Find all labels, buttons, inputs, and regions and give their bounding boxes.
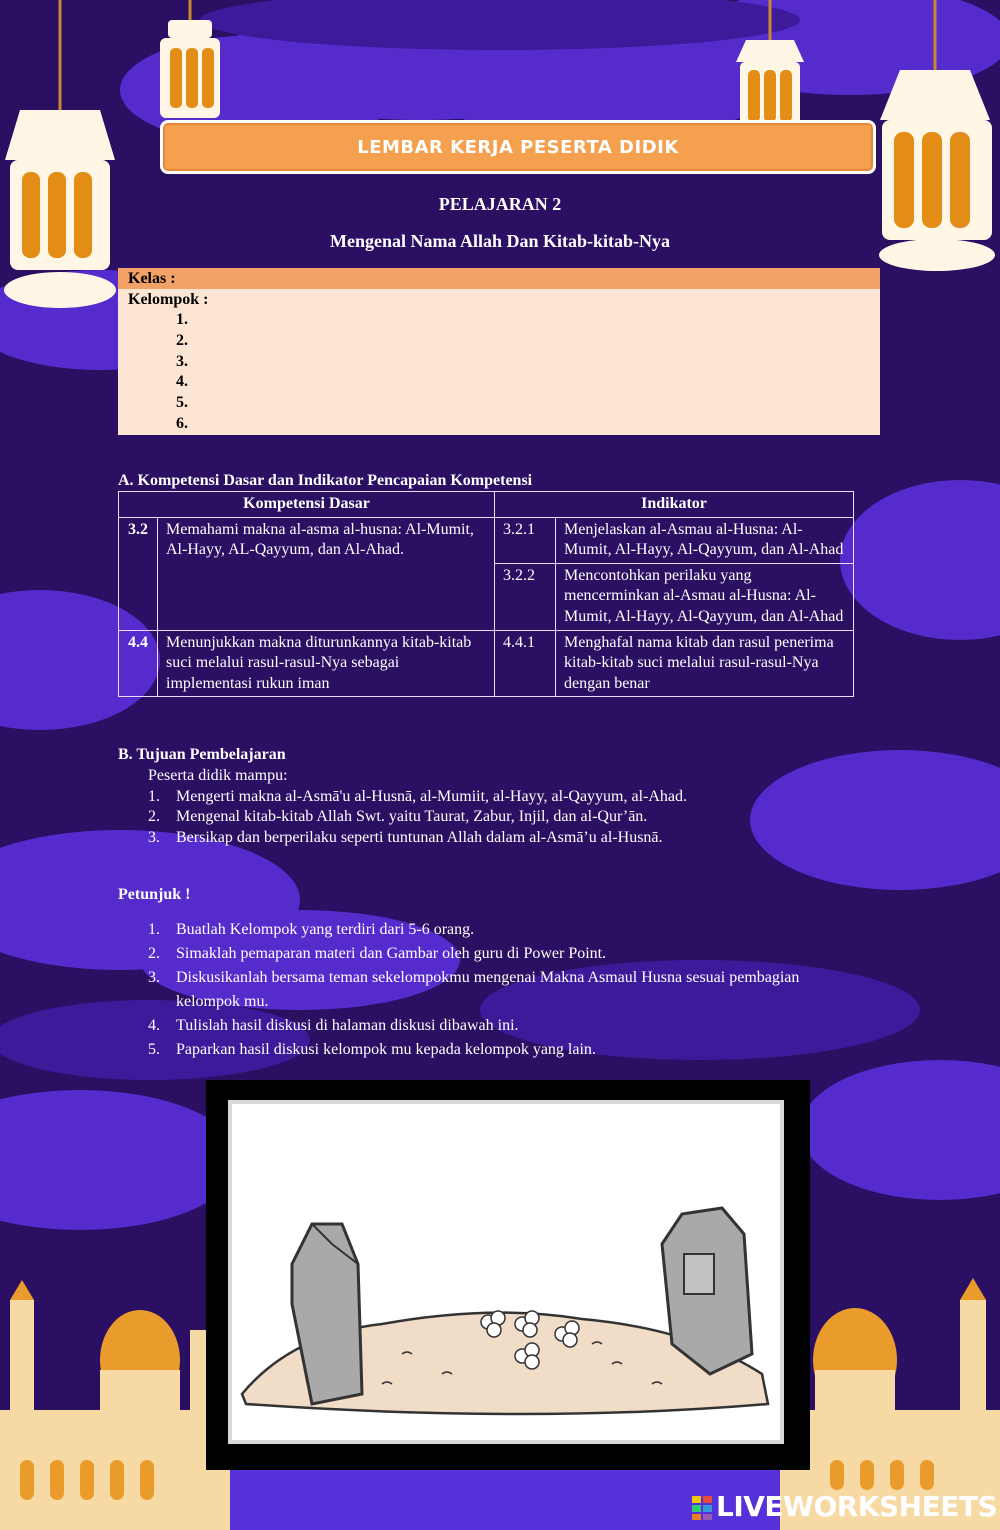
kd-number: 4.4 xyxy=(119,630,158,697)
instructions-list xyxy=(148,918,828,1062)
section-a-heading: A. Kompetensi Dasar dan Indikator Pencapaian Kompetensi xyxy=(118,472,533,489)
competency-table xyxy=(118,491,854,697)
section-b-heading: B. Tujuan Pembelajaran xyxy=(118,746,286,763)
indicator-text: Mencontohkan perilaku yang mencerminkan al-Asmau al-Husna: Al-Mumit, Al-Hayy, Al-Qayyum, dan Al-Ahad xyxy=(556,563,854,630)
list-item: 1. Buatlah Kelompok yang terdiri dari 5-6 orang. xyxy=(148,921,475,938)
kelas-field[interactable]: Kelas : xyxy=(118,268,880,289)
list-item: 4. Tulislah hasil diskusi di halaman diskusi dibawah ini. xyxy=(148,1017,519,1034)
member-5[interactable]: 5. xyxy=(176,394,188,412)
col-kompetensi-dasar: Kompetensi Dasar xyxy=(119,492,495,518)
student-info-box xyxy=(118,268,880,435)
indicator-number: 4.4.1 xyxy=(495,630,556,697)
member-1[interactable]: 1. xyxy=(176,311,188,328)
list-item: 2. Mengenal kitab-kitab Allah Swt. yaitu Taurat, Zabur, Injil, dan al-Qur’ān. xyxy=(148,808,648,826)
list-item: 3. Diskusikanlah bersama teman sekelompokmu mengenai Makna Asmaul Husna sesuai pembagian kelompok mu. xyxy=(148,969,800,1010)
goals-intro: Peserta didik mampu: xyxy=(148,767,288,784)
grave-illustration xyxy=(232,1104,780,1440)
kelompok-label: Kelompok : xyxy=(128,291,209,308)
worksheet-title-banner: LEMBAR KERJA PESERTA DIDIK xyxy=(160,120,876,174)
list-item: 5. Paparkan hasil diskusi kelompok mu kepada kelompok yang lain. xyxy=(148,1041,596,1058)
member-4[interactable]: 4. xyxy=(176,373,188,391)
indicator-number: 3.2.1 xyxy=(495,517,556,563)
member-3[interactable]: 3. xyxy=(176,352,188,370)
liveworksheets-logo-icon xyxy=(692,1496,712,1520)
kd-number: 3.2 xyxy=(119,517,158,630)
learning-goals xyxy=(148,766,868,849)
indicator-text: Menjelaskan al-Asmau al-Husna: Al-Mumit, Al-Hayy, Al-Qayyum, dan Al-Ahad xyxy=(556,517,854,563)
lesson-subtitle: Mengenal Nama Allah Dan Kitab-kitab-Nya xyxy=(329,231,671,251)
indicator-text: Menghafal nama kitab dan rasul penerima kitab-kitab suci melalui rasul-rasul-Nya dengan benar xyxy=(556,630,854,697)
member-6[interactable]: 6. xyxy=(176,414,188,432)
lesson-number: PELAJARAN 2 xyxy=(438,194,562,214)
list-item: 1. Mengerti makna al-Asmā'u al-Husnā, al-Mumiit, al-Hayy, al-Qayyum, al-Ahad. xyxy=(148,787,688,805)
list-item: 3. Bersikap dan berperilaku seperti tuntunan Allah dalam al-Asmā’u al-Husnā. xyxy=(148,829,663,847)
grave-illustration-panel xyxy=(228,1100,784,1444)
member-2[interactable]: 2. xyxy=(176,331,188,349)
table-row xyxy=(119,630,854,697)
liveworksheets-watermark: LIVEWORKSHEETS xyxy=(716,1490,998,1523)
list-item: 2. Simaklah pemaparan materi dan Gambar oleh guru di Power Point. xyxy=(148,945,607,962)
kd-text: Memahami makna al-asma al-husna: Al-Mumit, Al-Hayy, AL-Qayyum, dan Al-Ahad. xyxy=(158,517,495,630)
member-list xyxy=(118,310,880,435)
col-indikator: Indikator xyxy=(495,492,854,518)
petunjuk-heading: Petunjuk ! xyxy=(118,886,191,903)
kd-text: Menunjukkan makna diturunkannya kitab-kitab suci melalui rasul-rasul-Nya sebagai implementasi rukun iman xyxy=(158,630,495,697)
indicator-number: 3.2.2 xyxy=(495,563,556,630)
table-row xyxy=(119,517,854,563)
